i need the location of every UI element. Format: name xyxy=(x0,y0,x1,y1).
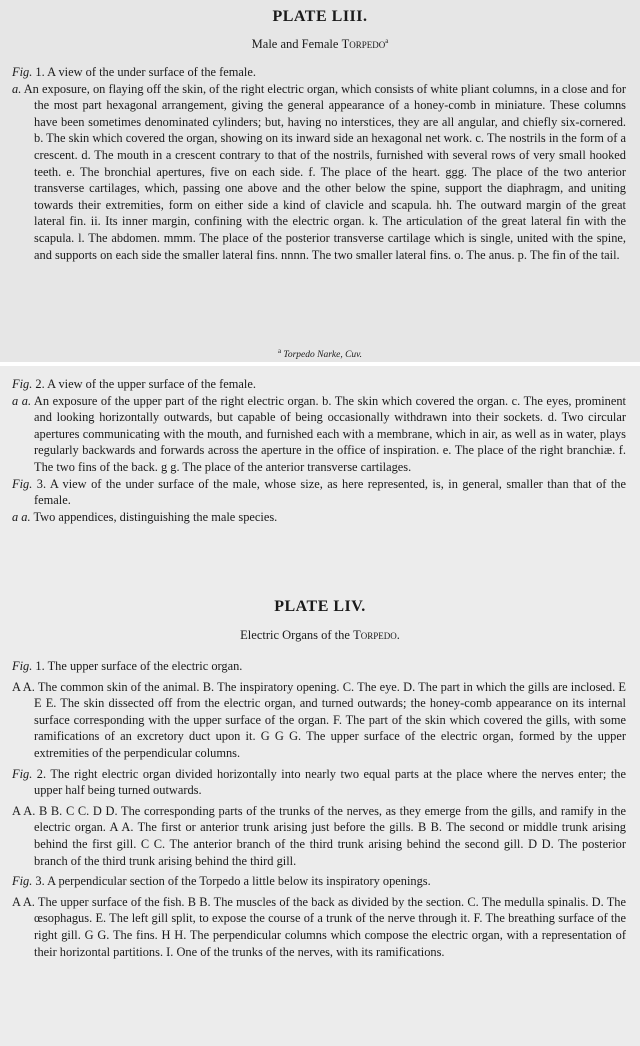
subtitle-prefix: Male and Female xyxy=(251,37,342,52)
figure-caption xyxy=(12,766,626,799)
figure-caption xyxy=(12,476,626,509)
item-text: 1. A view of the under surface of the female. xyxy=(32,65,256,79)
figure-caption xyxy=(12,873,626,890)
figure-description xyxy=(12,393,626,476)
figure-caption xyxy=(12,376,626,393)
page-fragment-top xyxy=(0,0,640,362)
item-label: Fig. xyxy=(12,874,33,889)
item-text: 1. The upper surface of the electric organ. xyxy=(32,659,243,673)
item-text: 2. A view of the upper surface of the female. xyxy=(32,377,256,391)
figure-description xyxy=(12,679,626,762)
plate-53-title: PLATE LIII. xyxy=(272,8,368,25)
item-label: Fig. xyxy=(12,766,33,781)
item-label: Fig. xyxy=(12,65,33,79)
plate-54-title: PLATE LIV. xyxy=(274,598,366,615)
item-label: Fig. xyxy=(12,476,33,491)
item-text: 2. The right electric organ divided horizontally into nearly two equal parts at the place where the nerves enter; the upper half being turned outwards. xyxy=(32,766,626,798)
item-label: Fig. xyxy=(12,377,33,391)
item-text: An exposure, on flaying off the skin, of the right electric organ, which consists of white pliant columns, in a close and for the most part hexagonal arrangement, giving the general appearance of a honey-comb in miniature. These columns have been sometimes denominated cylinders; but, having no interstices, they are all angular, and chiefly six-cornered. b. The skin which covered the organ, showing on its inward side an hexagonal net work. c. The nostrils in the form of a crescent. d. The mouth in a crescent contrary to that of the nostrils, furnished with several rows of very small hooked teeth. e. The bronchial apertures, five on each side. f. The place of the heart. ggg. The place of the two anterior transverse cartilages, which, passing one above and the other below the spine, support the diaphragm, and uniting towards their extremities, form on either side a kind of clavicle and scapula. hh. The outward margin of the great lateral fin. ii. Its inner margin, confining with the electric organ. k. The articulation of the great lateral fin with the scapula. l. The abdomen. mmm. The place of the posterior transverse cartilage which is single, united with the spine, and supports on each side the smaller lateral fins. nnnn. The two smaller lateral fins. o. The anus. p. The fin of the tail. xyxy=(21,81,626,262)
figure-caption xyxy=(12,64,626,81)
figure-description xyxy=(12,894,626,960)
item-label: a. xyxy=(12,81,22,96)
footnote-marker: a xyxy=(385,37,389,45)
figure-description xyxy=(12,803,626,869)
figure-caption xyxy=(12,658,626,675)
subtitle-prefix: Electric Organs of the xyxy=(240,628,354,642)
footnote-text: Torpedo Narke, Cuv. xyxy=(283,350,363,361)
item-label: a a. xyxy=(12,509,31,524)
item-text: A A. The common skin of the animal. B. The inspiratory opening. C. The eye. D. The part in which the gills are inclosed. E E E. The skin dissected off from the electric organ, and turned outwards; the honey-comb appearance on its internal surface corresponding with the upper surface of the organ. F. The part of the skin which covered the gills, with some ramifications of an excretory duct upon it. G G G. The upper surface of the electric organ, formed by the upper extremities of the perpendicular columns. xyxy=(12,679,626,760)
figure-description xyxy=(12,509,626,526)
footnote-marker: a xyxy=(277,347,282,355)
plate-53-subtitle xyxy=(0,37,640,52)
item-text: An exposure of the upper part of the right electric organ. b. The skin which covered the organ. c. The eyes, prominent and looking horizontally outwards, but capable of being occasionally withdrawn into their sockets. d. Two circular apertures communicating with the mouth, and furnished each with a membrane, which in air, as well as in water, plays regularly backwards and forwards across the aperture in the office of inspiration. e. The place of the right branchiæ. f. The two fins of the back. g g. The place of the anterior transverse cartilages. xyxy=(31,393,626,474)
figure-description xyxy=(12,81,626,264)
item-label: Fig. xyxy=(12,659,33,673)
item-text: 3. A perpendicular section of the Torpedo a little below its inspiratory openings. xyxy=(32,874,431,889)
subtitle-torpedo: Torpedo. xyxy=(353,628,400,642)
subtitle-torpedo: Torpedo xyxy=(341,37,386,52)
item-text: A A. The upper surface of the fish. B B. The muscles of the back as divided by the section. C. The medulla spinalis. D. The œsophagus. E. The left gill split, to expose the course of a trunk of the nerve through it. F. The breathing surface of the right gill. G G. The fins. H H. The perpendicular columns which compose the electric organ, with a representation of their horizontal partitions. I. One of the trunks of the nerves, with its ramifications. xyxy=(12,894,626,959)
item-text: A A. B B. C C. D D. The corresponding parts of the trunks of the nerves, as they emerge from the gills, and ramify in the electric organ. A A. The first or anterior trunk arising just before the gills. B B. The second or middle trunk arising behind the first gill. C C. The anterior branch of the third trunk arising behind the second gill. D D. The posterior branch of the third trunk arising behind the third gill. xyxy=(12,803,626,868)
plate-54-subtitle xyxy=(0,628,640,643)
page-fragment-bottom xyxy=(0,366,640,1046)
item-text: Two appendices, distinguishing the male species. xyxy=(30,509,278,524)
item-label: a a. xyxy=(12,393,32,408)
footnote xyxy=(0,347,640,360)
item-text: 3. A view of the under surface of the male, whose size, as here represented, is, in general, smaller than that of the female. xyxy=(32,476,626,508)
